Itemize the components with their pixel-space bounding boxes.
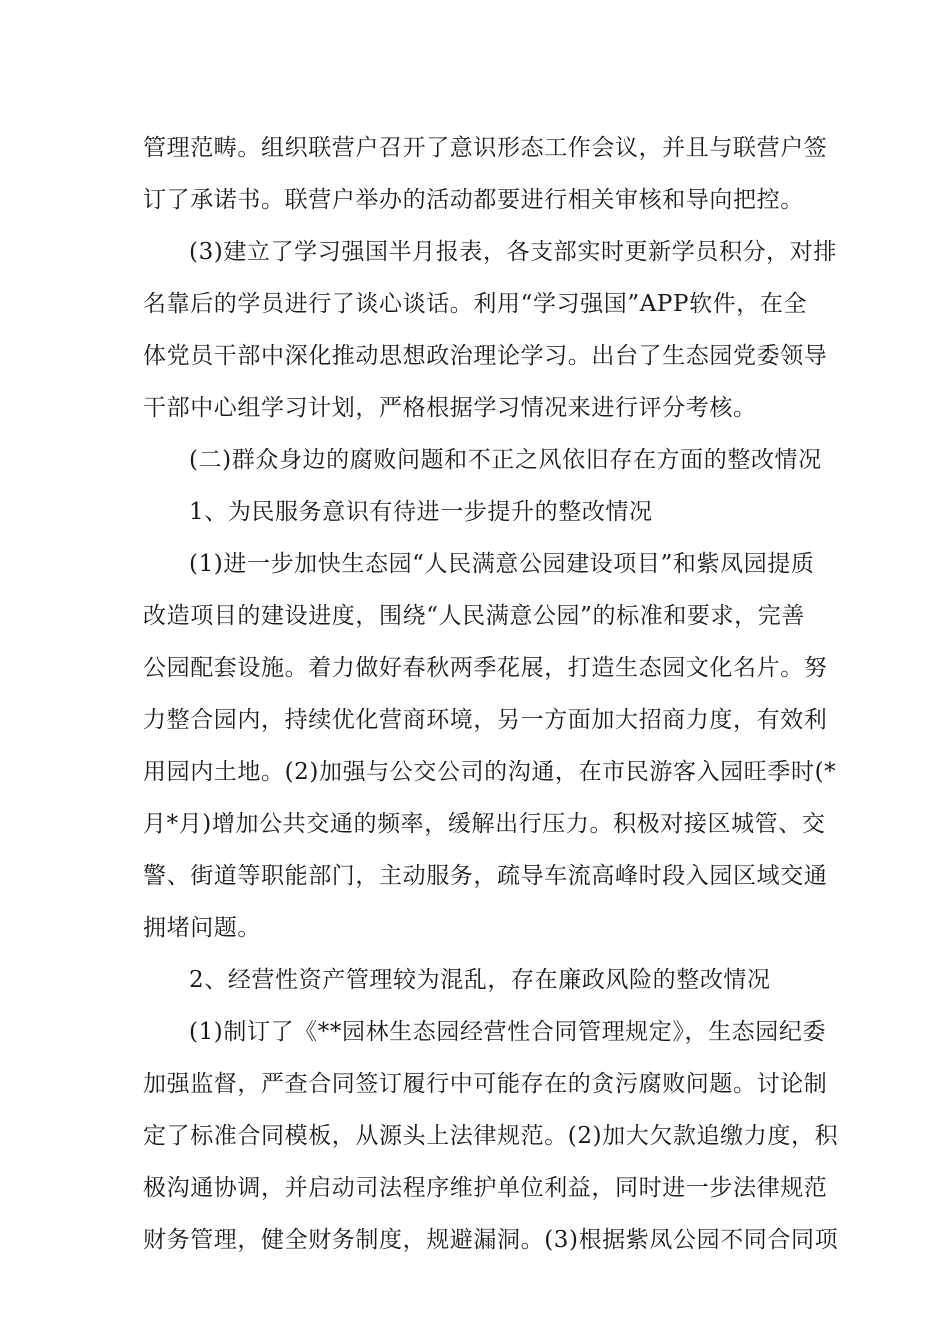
text-line: 公园配套设施。着力做好春秋两季花展，打造生态园文化名片。努 — [143, 655, 828, 681]
text-line: 财务管理，健全财务制度，规避漏洞。(3)根据紫凤公园不同合同项 — [143, 1227, 839, 1253]
section-heading: (二)群众身边的腐败问题和不正之风依旧存在方面的整改情况 — [189, 447, 822, 473]
text-line: 体党员干部中深化推动思想政治理论学习。出台了生态园党委领导 — [143, 343, 828, 369]
text-line: (1)进一步加快生态园“人民满意公园建设项目”和紫凤园提质 — [189, 551, 815, 577]
text-line: 订了承诺书。联营户举办的活动都要进行相关审核和导向把控。 — [143, 187, 804, 213]
text-line: 拥堵问题。 — [143, 915, 261, 941]
text-line: 极沟通协调，并启动司法程序维护单位利益，同时进一步法律规范 — [143, 1175, 828, 1201]
text-line: 改造项目的建设进度，围绕“人民满意公园”的标准和要求，完善 — [143, 603, 805, 629]
text-line: 月*月)增加公共交通的频率，缓解出行压力。积极对接区城管、交 — [143, 811, 826, 837]
text-line: 干部中心组学习计划，严格根据学习情况来进行评分考核。 — [143, 395, 757, 421]
text-line: 力整合园内，持续优化营商环境，另一方面加大招商力度，有效利 — [143, 707, 828, 733]
text-line: (1)制订了《**园林生态园经营性合同管理规定》，生态园纪委 — [189, 1019, 827, 1045]
text-line: 加强监督，严查合同签订履行中可能存在的贪污腐败问题。讨论制 — [143, 1071, 828, 1097]
subsection-heading: 1、为民服务意识有待进一步提升的整改情况 — [189, 499, 653, 525]
subsection-heading: 2、经营性资产管理较为混乱，存在廉政风险的整改情况 — [189, 967, 771, 993]
text-line: 定了标准合同模板，从源头上法律规范。(2)加大欠款追缴力度，积 — [143, 1123, 839, 1149]
text-line: 管理范畴。组织联营户召开了意识形态工作会议，并且与联营户签 — [143, 135, 828, 161]
text-line: (3)建立了学习强国半月报表，各支部实时更新学员积分，对排 — [189, 239, 837, 265]
text-line: 用园内土地。(2)加强与公交公司的沟通，在市民游客入园旺季时(* — [143, 759, 837, 785]
text-line: 警、街道等职能部门，主动服务，疏导车流高峰时段入园区域交通 — [143, 863, 828, 889]
text-line: 名靠后的学员进行了谈心谈话。利用“学习强国”APP软件，在全 — [143, 291, 808, 317]
